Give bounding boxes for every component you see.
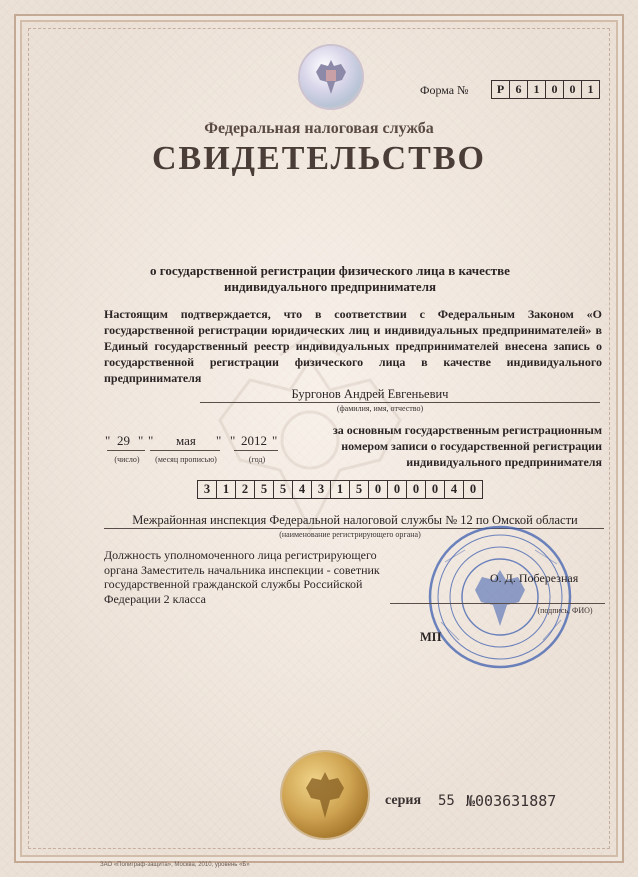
form-code-char: 6 xyxy=(509,80,528,99)
reg-digit: 1 xyxy=(330,480,350,499)
day-caption: (число) xyxy=(114,455,140,464)
hologram-emblem xyxy=(300,46,362,108)
form-code-char: 1 xyxy=(527,80,546,99)
date-day: 29 xyxy=(117,433,130,448)
name-underline xyxy=(200,402,600,403)
date-quote: " xyxy=(138,433,144,448)
document-subtitle: о государственной регистрации физического лица в качестве индивидуального предпринимателя xyxy=(150,263,510,294)
serial-number: №003631887 xyxy=(466,792,557,810)
month-underline xyxy=(150,450,220,451)
reg-digit: 3 xyxy=(311,480,331,499)
printer-imprint: ЗАО «Полиграф-защита», Москва, 2010, уровень «Б» xyxy=(100,862,250,868)
reg-digit: 5 xyxy=(273,480,293,499)
date-year: 2012 xyxy=(241,433,267,448)
form-code xyxy=(491,80,599,99)
reg-digit: 1 xyxy=(216,480,236,499)
reg-digit: 4 xyxy=(444,480,464,499)
form-code-char: 0 xyxy=(563,80,582,99)
reg-digit: 0 xyxy=(463,480,483,499)
signature-caption: (подпись, ФИО) xyxy=(537,606,593,615)
year-underline xyxy=(234,450,278,451)
form-code-char: Р xyxy=(491,80,510,99)
year-caption: (год) xyxy=(248,455,266,464)
reg-digit: 3 xyxy=(197,480,217,499)
agency-name: Федеральная налоговая служба xyxy=(204,120,434,137)
seal-eagle-icon xyxy=(300,768,350,822)
date-quote: " xyxy=(216,433,222,448)
series-number: 55 xyxy=(438,793,455,809)
reg-digit: 0 xyxy=(387,480,407,499)
registering-authority: Межрайонная инспекция Федеральной налоговой службы № 12 по Омской области xyxy=(132,513,578,527)
form-label: Форма № xyxy=(420,83,469,97)
date-quote: " xyxy=(148,433,154,448)
confirmation-paragraph: Настоящим подтверждается, что в соответствии с Федеральным Законом «О государственной регистрации юридических лиц и индивидуальных предпринимателей» в Единый государственный реестр индивидуальных предпринимателей внесена запись о государственной регистрации физического лица в качестве индивидуального предпринимателя xyxy=(104,307,602,385)
person-name: Бургонов Андрей Евгеньевич xyxy=(291,387,449,401)
reg-digit: 0 xyxy=(406,480,426,499)
date-month: мая xyxy=(176,433,196,448)
gold-seal xyxy=(282,752,368,838)
date-quote: " xyxy=(272,433,278,448)
seal-place-label: МП xyxy=(420,630,442,644)
day-underline xyxy=(107,450,145,451)
series-label: серия xyxy=(385,793,422,808)
month-caption: (месяц прописью) xyxy=(155,455,217,464)
reg-digit: 5 xyxy=(254,480,274,499)
reg-digit: 4 xyxy=(292,480,312,499)
authority-caption: (наименование регистрирующего органа) xyxy=(279,530,421,539)
reg-digit: 5 xyxy=(349,480,369,499)
double-eagle-icon xyxy=(311,56,351,98)
form-code-char: 0 xyxy=(545,80,564,99)
reg-digit: 0 xyxy=(368,480,388,499)
form-code-char: 1 xyxy=(581,80,600,99)
official-stamp xyxy=(425,522,575,672)
registration-text: за основным государственным регистрационным номером записи о государственной регистрации индивидуального предпринимателя xyxy=(332,423,602,469)
date-quote: " xyxy=(105,433,111,448)
date-quote: " xyxy=(230,433,236,448)
reg-digit: 2 xyxy=(235,480,255,499)
signature-line xyxy=(390,603,605,604)
reg-digit: 0 xyxy=(425,480,445,499)
registration-number xyxy=(197,480,482,499)
signer-name: О. Д. Поберезная xyxy=(490,571,579,585)
name-caption: (фамилия, имя, отчество) xyxy=(336,404,424,413)
official-position: Должность уполномоченного лица регистрирующего органа Заместитель начальника инспекции - советник государственной гражданской службы Российской Федерации 2 класса xyxy=(104,548,380,606)
document-title: СВИДЕТЕЛЬСТВО xyxy=(152,140,486,177)
